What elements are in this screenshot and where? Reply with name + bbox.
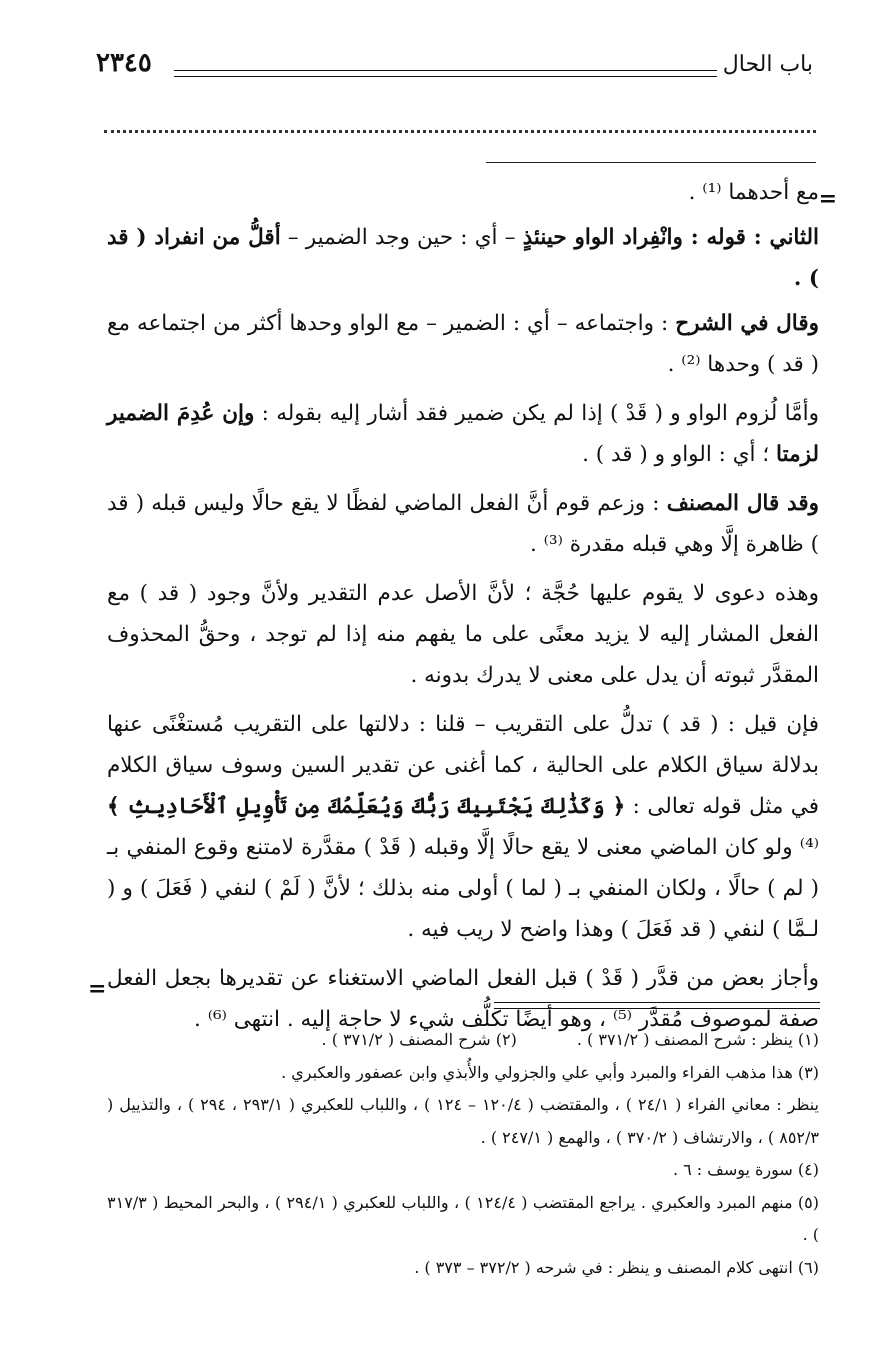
paragraph-text: وأجاز بعض من قدَّر ( قَدْ ) قبل الفعل الماضي الاستغناء عن تقديرها بجعل الفعل صفة لموصوف مُقدَّر ⁽⁵⁾ ، وهو أيضًا تكلُّف شيء لا حاجة إليه . انتهى ⁽⁶⁾ . (107, 966, 819, 1032)
footnote: (٥) منهم المبرد والعكبري . يراجع المقتضب ( ١٢٤/٤ ) ، واللباب للعكبري ( ٢٩٤/١ ) ، والبحر المحيط ( ٣١٧/٣ ) . (107, 1192, 820, 1244)
footnote-rule (494, 1002, 820, 1009)
bold-lead: وإن عُدِمَ الضمير لزمتا (107, 401, 819, 467)
paragraph-text: ؛ أي : الواو و ( قد ) . (582, 442, 777, 467)
paragraph (107, 172, 819, 213)
footnote: (٤) سورة يوسف : ٦ . (672, 1160, 819, 1179)
paragraph-text: – أي : حين وجد الضمير – (280, 225, 523, 250)
paragraph (107, 303, 819, 385)
paragraph (107, 483, 819, 565)
quran-verse: ﴿ وَكَذَٰلِكَ يَجْتَبِيكَ رَبُّكَ وَيُعَلِّمُكَ مِن تَأْوِيلِ ٱلْأَحَادِيثِ ﴾ (107, 794, 626, 819)
running-header (96, 48, 813, 92)
paragraph-text: : واجتماعه – أي : الضمير – مع الواو وحدها أكثر من اجتماعه مع ( قد ) وحدها ⁽²⁾ . (107, 311, 819, 377)
footnote: ينظر : معاني الفراء ( ٢٤/١ ) ، والمقتضب ( ١٢٠/٤ – ١٢٤ ) ، واللباب للعكبري ( ٢٩٣/١ ، ٢٩٤ ) ، والتذييل ( ٨٥٢/٣ ) ، والارتشاف ( ٣٧٠/٢ ) ، والهمع ( ٢٤٧/١ ) . (107, 1095, 819, 1147)
bold-lead: وقد قال المصنف (666, 491, 819, 516)
footnote: (٣) هذا مذهب الفراء والمبرد وأبي علي والجزولي والأُبذي وابن عصفور والعكبري . (281, 1062, 819, 1082)
main-text (107, 172, 819, 1044)
paragraph-text: : وزعم قوم أنَّ الفعل الماضي لفظًا لا يقع حالًا وليس قبله ( قد ) ظاهرة إلَّا وهي قبله مقدرة ⁽³⁾ . (107, 491, 819, 557)
bold-lead: وقال في الشرح (675, 311, 819, 336)
bold-lead: أقلُّ من انفراد ( قد ) . (107, 225, 819, 291)
footnote: (١) ينظر : شرح المصنف ( ٣٧١/٢ ) . (576, 1030, 819, 1049)
page-number: ٢٣٤٥ (96, 48, 152, 78)
bold-lead: الثاني : قوله : وانْفِراد الواو حينئذٍ (522, 225, 819, 250)
header-rule (174, 70, 717, 77)
paragraph (107, 704, 819, 950)
footnote-row (107, 1024, 819, 1057)
paragraph-text: وأمَّا لُزوم الواو و ( قَدْ ) إذا لم يكن ضمير فقد أشار إليه بقوله : (254, 401, 819, 426)
paragraph-text: فإن قيل : ( قد ) تدلُّ على التقريب – قلنا : دلالتها على التقريب مُستغْنًى عنها بدلالة سياق الكلام على الحالية ، كما أغنى عن تقدير السين وسوف سياق الكلام في مثل قوله تعالى : (107, 712, 819, 819)
paragraph-text: وهذه دعوى لا يقوم عليها حُجَّة ؛ لأنَّ الأصل عدم التقدير ولأنَّ وجود ( قد ) مع الفعل المشار إليه لا يزيد معنًى على ما يفهم منه إذا لم توجد ، وحقُّ المحذوف المقدَّر ثبوته أن يدل على معنى لا يدرك بدونه . (107, 581, 819, 688)
continuation-mark-bottom: = (88, 976, 107, 1002)
footnote: (٢) شرح المصنف ( ٣٧١/٢ ) . (321, 1030, 517, 1049)
paragraph (107, 573, 819, 696)
paragraph (107, 217, 819, 299)
section-title: باب الحال (722, 52, 813, 77)
paragraph (107, 393, 819, 475)
paragraph-text: مع أحدهما ⁽¹⁾ . (688, 180, 819, 205)
paragraph-text: ⁽⁴⁾ ولو كان الماضي معنى لا يقع حالًا إلَّا وقبله ( قَدْ ) مقدَّرة لامتنع وقوع المنفي بـ ( لم ) حالًا ، ولكان المنفي بـ ( لما ) أولى منه بذلك ؛ لأنَّ ( لَمْ ) لنفي ( فَعَلَ ) و ( لـمَّا ) لنفي ( قد فَعَلَ ) وهذا واضح لا ريب فيه . (107, 835, 819, 942)
dotted-separator (104, 130, 816, 133)
top-footnote-rule (486, 162, 816, 163)
footnotes (107, 1024, 819, 1284)
footnote: (٦) انتهى كلام المصنف و ينظر : في شرحه ( ٣٧٢/٢ – ٣٧٣ ) . (414, 1257, 819, 1277)
continuation-mark-top: = (818, 186, 837, 212)
